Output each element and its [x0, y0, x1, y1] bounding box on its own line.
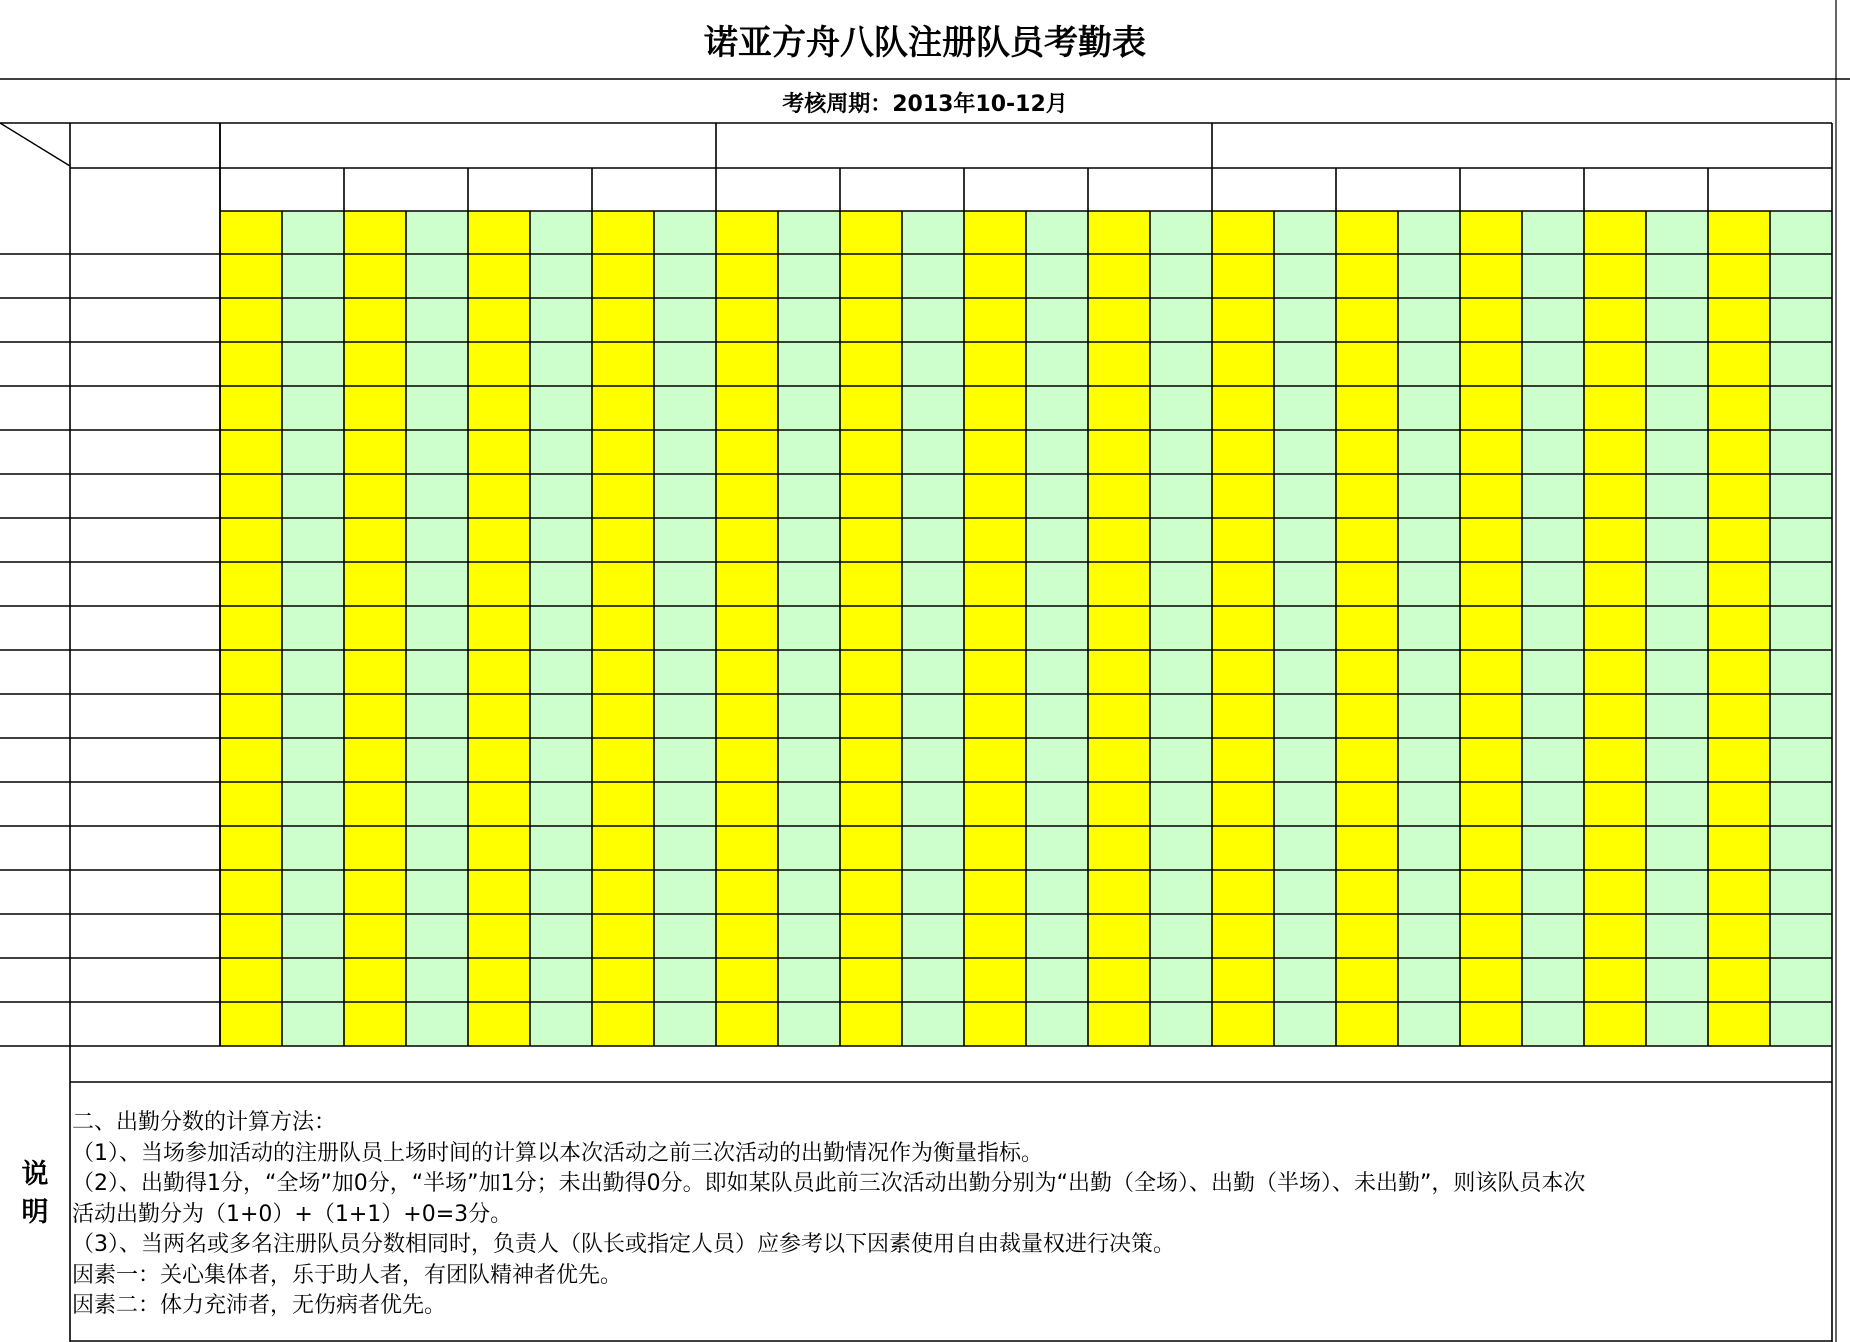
row-number	[0, 738, 70, 782]
note-line: 因素二：体力充沛者，无伤病者优先。	[72, 1293, 447, 1318]
sheet-title: 诺亚方舟八队注册队员考勤表	[704, 22, 1146, 63]
attendance-mark	[716, 430, 778, 474]
week-header	[344, 168, 468, 211]
week-header	[1088, 168, 1212, 211]
half-column	[1646, 211, 1708, 1046]
attend-header	[1460, 211, 1522, 254]
player-name	[70, 254, 220, 298]
attend-header	[1708, 211, 1770, 254]
half-column	[406, 211, 468, 1046]
attendance-mark	[592, 650, 654, 694]
period-label: 考核周期：2013年10-12月	[782, 91, 1068, 117]
date-header	[70, 123, 220, 168]
player-name	[70, 430, 220, 474]
half-column	[282, 211, 344, 1046]
attend-column	[1336, 211, 1398, 1046]
attendance-mark	[716, 562, 778, 606]
row-number	[0, 298, 70, 342]
half-header	[530, 211, 592, 254]
attend-header	[468, 211, 530, 254]
half-header	[406, 211, 468, 254]
attend-header	[1212, 211, 1274, 254]
player-name	[70, 914, 220, 958]
half-column	[1150, 211, 1212, 1046]
attendance-mark	[592, 342, 654, 386]
half-header	[1522, 211, 1584, 254]
row-number	[0, 650, 70, 694]
row-number	[0, 870, 70, 914]
attendance-mark	[468, 342, 530, 386]
attend-column	[1460, 211, 1522, 1046]
attend-header	[1336, 211, 1398, 254]
row-number	[0, 694, 70, 738]
player-name	[70, 958, 220, 1002]
half-column	[902, 211, 964, 1046]
attendance-mark	[592, 474, 654, 518]
attend-column	[1212, 211, 1274, 1046]
row-number	[0, 782, 70, 826]
week-header	[1336, 168, 1460, 211]
attend-column	[840, 211, 902, 1046]
attendance-mark	[592, 254, 654, 298]
half-header	[778, 211, 840, 254]
row-number	[0, 1002, 70, 1046]
attendance-mark	[220, 738, 282, 782]
week-header	[1212, 168, 1336, 211]
attendance-mark	[220, 254, 282, 298]
half-header	[1770, 211, 1832, 254]
attend-column	[1584, 211, 1646, 1046]
attendance-mark	[468, 386, 530, 430]
note-line: 活动出勤分为（1+0）+（1+1）+0=3分。	[72, 1201, 513, 1227]
week-header	[592, 168, 716, 211]
player-name	[70, 870, 220, 914]
attend-header	[964, 211, 1026, 254]
attendance-mark	[716, 254, 778, 298]
attend-column	[1708, 211, 1770, 1046]
attendance-mark	[716, 606, 778, 650]
player-name	[70, 518, 220, 562]
name-header	[0, 168, 70, 254]
notes-text	[72, 1108, 1812, 1322]
half-header	[654, 211, 716, 254]
attendance-mark	[468, 958, 530, 1002]
row-number	[0, 958, 70, 1002]
attendance-mark	[716, 650, 778, 694]
row-number	[0, 914, 70, 958]
attendance-mark	[220, 430, 282, 474]
week-header	[840, 168, 964, 211]
row-number	[0, 606, 70, 650]
grid-line	[0, 123, 70, 166]
half-column	[1770, 211, 1832, 1046]
attendance-mark	[716, 342, 778, 386]
attend-header	[1584, 211, 1646, 254]
attendance-mark	[592, 298, 654, 342]
week-header	[1708, 168, 1832, 211]
attendance-mark	[468, 298, 530, 342]
player-name	[70, 606, 220, 650]
row-number	[0, 474, 70, 518]
note-line-1	[70, 1046, 1832, 1082]
half-header	[1398, 211, 1460, 254]
attendance-mark	[468, 254, 530, 298]
attend-header	[840, 211, 902, 254]
row-number	[0, 518, 70, 562]
attendance-mark	[592, 694, 654, 738]
attendance-mark	[716, 298, 778, 342]
player-name	[70, 1002, 220, 1046]
row-number	[0, 342, 70, 386]
row-number	[0, 430, 70, 474]
month-header	[716, 123, 1212, 168]
attendance-mark	[592, 386, 654, 430]
attend-header	[716, 211, 778, 254]
month-header	[220, 123, 716, 168]
player-name	[70, 694, 220, 738]
note-line: （2）、出勤得1分，“全场”加0分，“半场”加1分；未出勤得0分。即如某队员此前三次活动出勤分别为“出勤（全场）、出勤（半场）、未出勤”，则该队员本次	[72, 1171, 1586, 1196]
half-header	[1150, 211, 1212, 254]
week-header	[468, 168, 592, 211]
week-header	[1460, 168, 1584, 211]
half-header	[282, 211, 344, 254]
row-number	[0, 386, 70, 430]
attend-header	[344, 211, 406, 254]
attendance-mark	[716, 694, 778, 738]
half-column	[1274, 211, 1336, 1046]
half-header	[1274, 211, 1336, 254]
player-name	[70, 650, 220, 694]
attendance-mark	[220, 650, 282, 694]
attend-column	[344, 211, 406, 1046]
attend-column	[220, 211, 282, 1046]
attendance-mark	[468, 694, 530, 738]
half-header	[902, 211, 964, 254]
player-name	[70, 782, 220, 826]
note-line: 二、出勤分数的计算方法：	[72, 1110, 337, 1135]
attendance-mark	[220, 342, 282, 386]
row-number	[0, 254, 70, 298]
half-header	[1026, 211, 1088, 254]
attendance-mark	[468, 738, 530, 782]
attend-header	[1088, 211, 1150, 254]
week-header	[220, 168, 344, 211]
attend-header	[220, 211, 282, 254]
attend-header	[592, 211, 654, 254]
note-line: （1）、当场参加活动的注册队员上场时间的计算以本次活动之前三次活动的出勤情况作为衡量指标。	[72, 1140, 1044, 1166]
week-header	[1584, 168, 1708, 211]
attendance-mark	[592, 430, 654, 474]
player-name	[70, 386, 220, 430]
attend-column	[964, 211, 1026, 1046]
attendance-mark	[592, 738, 654, 782]
player-name	[70, 562, 220, 606]
attendance-mark	[716, 474, 778, 518]
attendance-mark	[592, 606, 654, 650]
half-column	[1026, 211, 1088, 1046]
player-name	[70, 342, 220, 386]
player-name	[70, 826, 220, 870]
note-line: （3）、当两名或多名注册队员分数相同时，负责人（队长或指定人员）应参考以下因素使用自由裁量权进行决策。	[72, 1232, 1176, 1257]
half-column	[530, 211, 592, 1046]
half-column	[778, 211, 840, 1046]
half-column	[654, 211, 716, 1046]
row-number	[0, 826, 70, 870]
attend-column	[1088, 211, 1150, 1046]
week-header	[716, 168, 840, 211]
row-number	[0, 562, 70, 606]
half-header	[1646, 211, 1708, 254]
week-header	[964, 168, 1088, 211]
player-name	[70, 738, 220, 782]
player-name	[70, 298, 220, 342]
month-header	[1212, 123, 1832, 168]
half-column	[1522, 211, 1584, 1046]
note-line: 因素一：关心集体者，乐于助人者，有团队精神者优先。	[72, 1262, 623, 1288]
notes-label: 说 明	[21, 1159, 49, 1228]
half-column	[1398, 211, 1460, 1046]
attendance-mark	[468, 474, 530, 518]
player-name	[70, 474, 220, 518]
